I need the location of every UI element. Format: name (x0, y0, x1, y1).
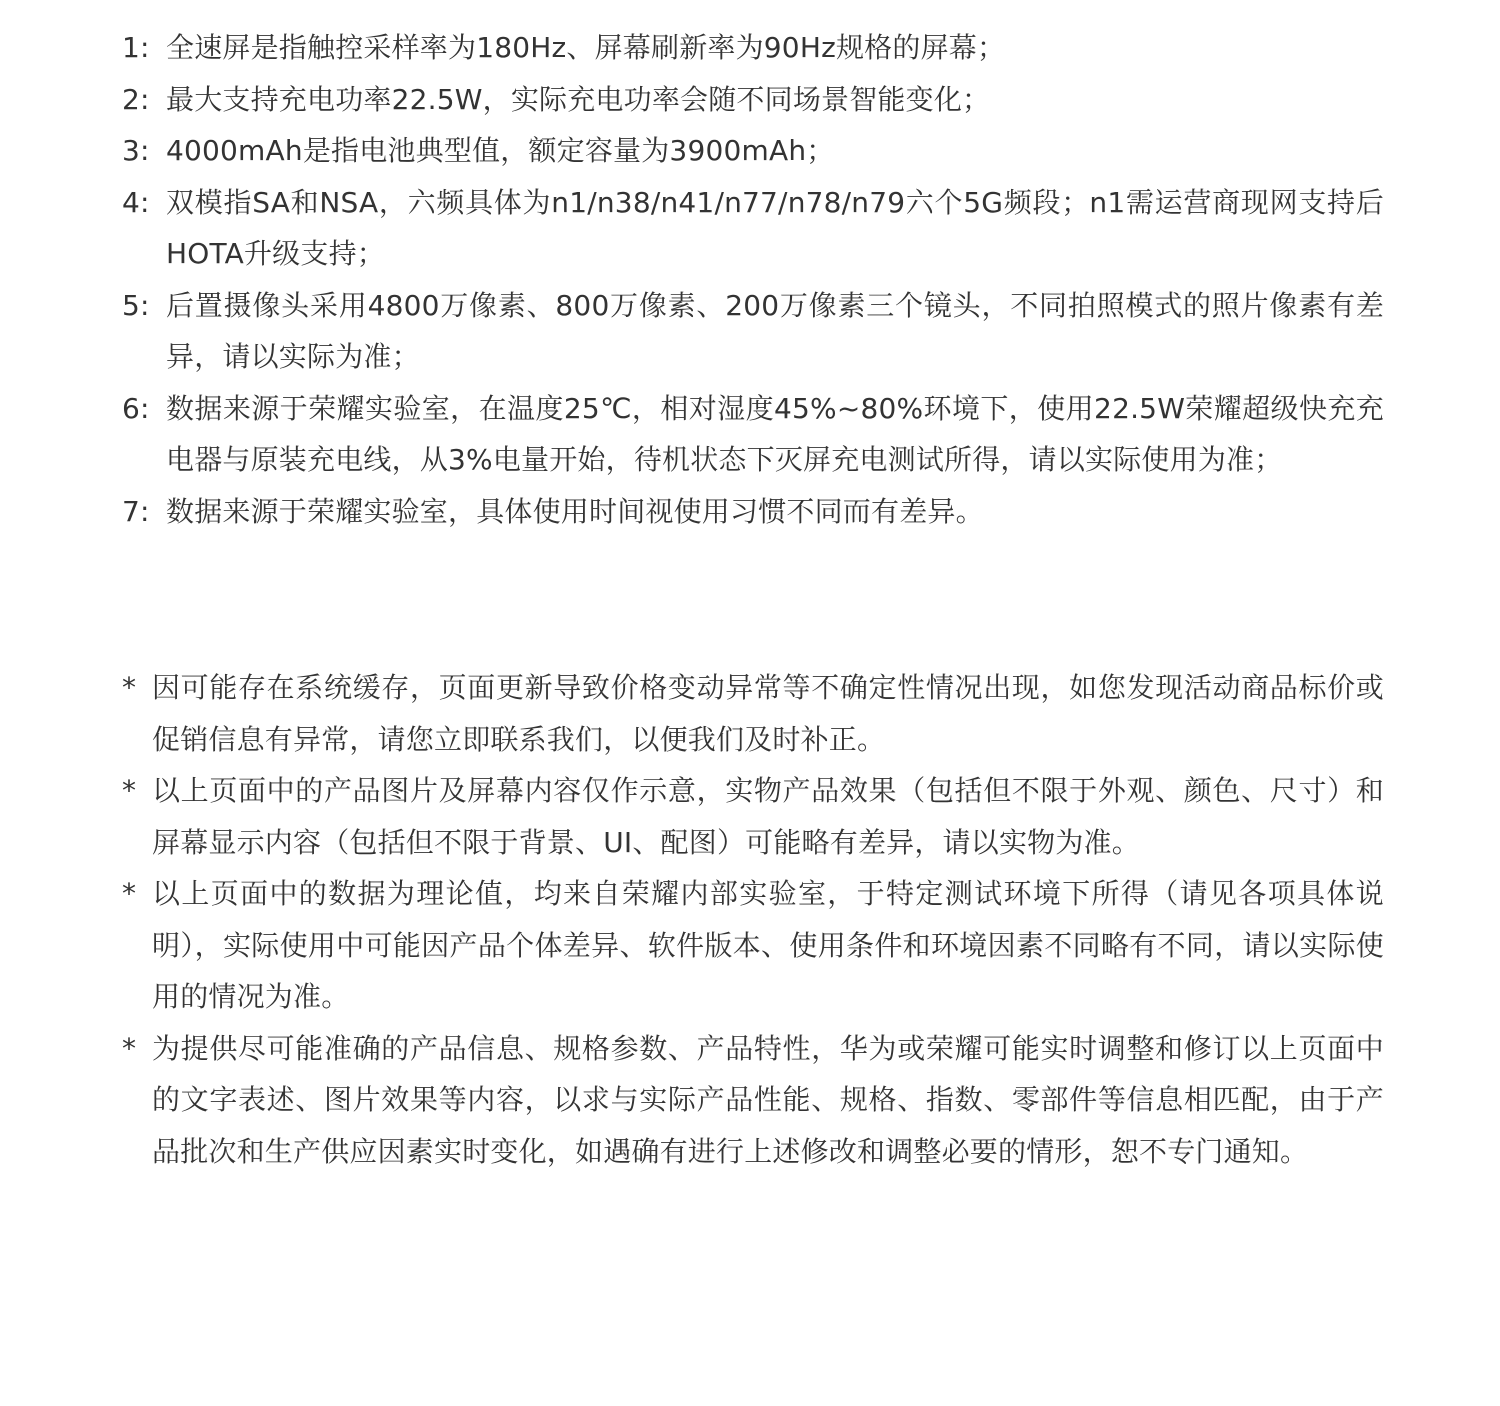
footnote-number: 3: (122, 134, 150, 167)
footnote-item (122, 22, 1384, 74)
asterisk-marker: * (122, 671, 137, 704)
disclaimer-list (122, 662, 1384, 1177)
footnote-item (122, 74, 1384, 126)
disclaimer-item (122, 765, 1384, 868)
footnote-number: 7: (122, 494, 150, 528)
footnote-number: 4: (122, 185, 150, 219)
footnote-number: 2: (122, 82, 150, 116)
footnote-text: 数据来源于荣耀实验室，具体使用时间视使用习惯不同而有差异。 (166, 494, 984, 528)
footnote-item (122, 125, 1384, 177)
disclaimer-item (122, 662, 1384, 765)
disclaimer-text: 为提供尽可能准确的产品信息、规格参数、产品特性，华为或荣耀可能实时调整和修订以上页面中的文字表述、图片效果等内容，以求与实际产品性能、规格、指数、零部件等信息相匹配，由于产品批次和生产供应因素实时变化，如遇确有进行上述修改和调整必要的情形，恕不专门通知。 (152, 1031, 1384, 1168)
footnote-item (122, 177, 1384, 280)
footnote-text: 全速屏是指触控采样率为180Hz、屏幕刷新率为90Hz规格的屏幕； (166, 31, 1006, 64)
disclaimer-item (122, 868, 1384, 1023)
footnote-item (122, 486, 1384, 538)
footnote-item (122, 280, 1384, 383)
footnote-item (122, 383, 1384, 486)
footnote-text: 后置摄像头采用4800万像素、800万像素、200万像素三个镜头，不同拍照模式的照片像素有差异，请以实际为准； (166, 288, 1384, 373)
asterisk-marker: * (122, 1031, 137, 1065)
footnote-number: 5: (122, 288, 150, 322)
footnote-text: 4000mAh是指电池典型值，额定容量为3900mAh； (166, 134, 835, 167)
disclaimer-text: 因可能存在系统缓存，页面更新导致价格变动异常等不确定性情况出现，如您发现活动商品标价或促销信息有异常，请您立即联系我们，以便我们及时补正。 (152, 671, 1384, 756)
asterisk-marker: * (122, 877, 137, 910)
disclaimer-item (122, 1023, 1384, 1178)
footnote-number: 1: (122, 31, 150, 64)
footnote-number: 6: (122, 391, 150, 425)
asterisk-marker: * (122, 774, 137, 807)
footnote-text: 数据来源于荣耀实验室，在温度25℃，相对湿度45%~80%环境下，使用22.5W荣耀超级快充充电器与原装充电线，从3%电量开始，待机状态下灭屏充电测试所得，请以实际使用为准； (166, 391, 1384, 476)
footnote-text: 双模指SA和NSA，六频具体为n1/n38/n41/n77/n78/n79六个5G频段；n1需运营商现网支持后HOTA升级支持； (166, 185, 1384, 270)
disclaimer-text: 以上页面中的数据为理论值，均来自荣耀内部实验室，于特定测试环境下所得（请见各项具体说明），实际使用中可能因产品个体差异、软件版本、使用条件和环境因素不同略有不同，请以实际使用的情况为准。 (152, 877, 1384, 1013)
footnote-text: 最大支持充电功率22.5W，实际充电功率会随不同场景智能变化； (166, 82, 991, 116)
disclaimer-text: 以上页面中的产品图片及屏幕内容仅作示意，实物产品效果（包括但不限于外观、颜色、尺寸）和屏幕显示内容（包括但不限于背景、UI、配图）可能略有差异，请以实物为准。 (152, 774, 1384, 859)
spec-footnotes-list (122, 22, 1384, 537)
